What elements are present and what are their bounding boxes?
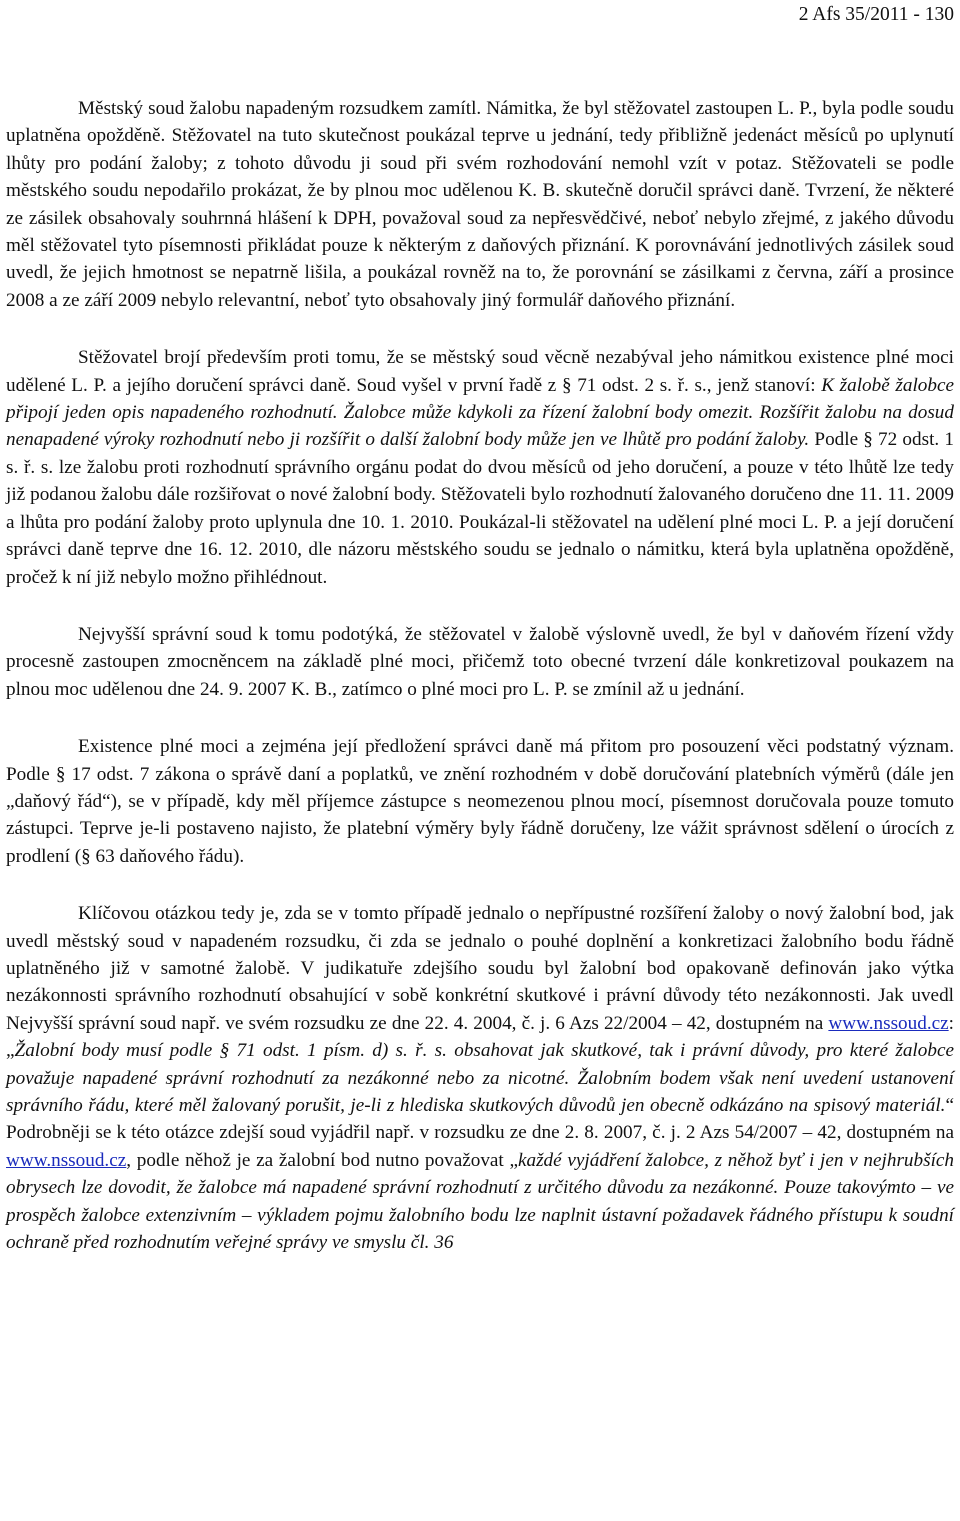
- quoted-judgment: každé vyjádření žalobce, z něhož byť i jen v nejhrubších obrysech lze dovodit, že žalobce má napadené správní rozhodnutí z určitého důvodu za nezákonné. Pouze takovýmto – ve prospěch žalobce extenzivním – výkladem pojmu žalobního bodu lze naplnit ústavní požadavek řádného přístupu k soudní ochraně před rozhodnutím veřejné správy ve smyslu čl. 36: [6, 1149, 955, 1254]
- text-segment: : „: [6, 1012, 954, 1062]
- case-number-header: 2 Afs 35/2011 - 130: [798, 4, 954, 25]
- quoted-judgment: Žalobní body musí podle § 71 odst. 1 písm. d) s. ř. s. obsahovat jak skutkové, tak i právní důvody, pro které žalobce považuje napadené správní rozhodnutí za nezákonné nebo za nicotné. Žalobním bodem však není uvedení ustanovení správního řádu, které měl žalovaný porušit, je-li z hlediska skutkových důvodů jen obecně odkázáno na spisový materiál.: [6, 1040, 954, 1116]
- text-segment: Stěžovatel brojí především proti tomu, že se městský soud věcně nezabýval jeho námitkou existence plné moci udělené L. P. a jejího doručení správci daně. Soud vyšel v první řadě z § 71 odst. 2 s. ř. s., jenž stanoví:: [6, 347, 954, 396]
- document-body: [6, 95, 954, 1286]
- nssoud-link[interactable]: www.nssoud.cz: [6, 1149, 127, 1171]
- nssoud-link[interactable]: www.nssoud.cz: [828, 1012, 949, 1034]
- text-segment: Existence plné moci a zejména její předložení správci daně má přitom pro posouzení věci podstatný význam. Podle § 17 odst. 7 zákona o správě daní a poplatků, ve znění rozhodném v době doručování platebních výměrů (dále jen „daňový řád“), se v případě, kdy měl příjemce zástupce s neomezenou plnou mocí, písemnost doručovala pouze tomuto zástupci. Teprve je-li postaveno najisto, že platební výměry byly řádně doručeny, lze vážit správnost sdělení o úrocích z prodlení (§ 63 daňového řádu).: [6, 736, 954, 867]
- paragraph-2: [6, 344, 954, 591]
- text-segment: Podle § 72 odst. 1 s. ř. s. lze žalobu proti rozhodnutí správního orgánu podat do dvou měsíců od jeho doručení, a pouze v této lhůtě lze tedy již podanou žalobu dále rozšiřovat o nové žalobní body. Stěžovateli bylo rozhodnutí žalovaného doručeno dne 11. 11. 2009 a lhůta pro podání žaloby proto uplynula dne 10. 1. 2010. Poukázal-li stěžovatel na udělení plné moci L. P. a její doručení správci daně teprve dne 16. 12. 2010, dle názoru městského soudu se jednalo o námitku, která byla uplatněna opožděně, pročež k ní již nebylo možno přihlédnout.: [6, 429, 954, 588]
- paragraph-1: [6, 95, 954, 314]
- paragraph-3: [6, 621, 954, 703]
- quoted-statute: K žalobě žalobce připojí jeden opis napadeného rozhodnutí. Žalobce může kdykoli za řízení žalobní body omezit. Rozšířit žalobu na dosud nenapadené výroky rozhodnutí nebo ji rozšířit o další žalobní body může jen ve lhůtě pro podání žaloby.: [6, 374, 954, 451]
- paragraph-5: [6, 900, 954, 1256]
- text-segment: , podle něhož je za žalobní bod nutno považovat „: [126, 1149, 518, 1171]
- text-segment: Klíčovou otázkou tedy je, zda se v tomto případě jednalo o nepřípustné rozšíření žaloby o nový žalobní bod, jak uvedl městský soud v napadeném rozsudku, či zda se jednalo o pouhé doplnění a konkretizaci žalobního bodu řádně uplatněného již v samotné žalobě. V judikatuře zdejšího soudu byl žalobní bod opakovaně definován jako výtka nezákonnosti správního rozhodnutí obsahující v sobě konkrétní skutkové i právní důvody této nezákonnosti. Jak uvedl Nejvyšší správní soud např. ve svém rozsudku ze dne 22. 4. 2004, č. j. 6 Azs 22/2004 – 42, dostupném na: [6, 903, 954, 1034]
- text-segment: Městský soud žalobu napadeným rozsudkem zamítl. Námitka, že byl stěžovatel zastoupen L. P., byla podle soudu uplatněna opožděně. Stěžovatel na tuto skutečnost poukázal teprve u jednání, tedy přibližně jedenáct měsíců po uplynutí lhůty pro podání žaloby; z tohoto důvodu ji soud při svém rozhodování nemohl vzít v potaz. Stěžovateli se podle městského soudu nepodařilo prokázat, že by plnou moc udělenou K. B. skutečně doručil správci daně. Tvrzení, že některé ze zásilek obsahovaly souhrnná hlášení k DPH, považoval soud za nepřesvědčivé, neboť nebylo zřejmé, z jakého důvodu měl stěžovatel tyto písemnosti přikládat pouze k některým z daňových přiznání. K porovnávání jednotlivých zásilek soud uvedl, že jejich hmotnost se nepatrně lišila, a poukázal rovněž na to, že porovnání se zásilkami z června, září a prosince 2008 a ze září 2009 nebylo relevantní, neboť tyto obsahovaly jiný formulář daňového přiznání.: [6, 98, 954, 311]
- text-segment: “ Podrobněji se k této otázce zdejší soud vyjádřil např. v rozsudku ze dne 2. 8. 2007, č. j. 2 Azs 54/2007 – 42, dostupném na: [6, 1095, 954, 1144]
- paragraph-4: [6, 733, 954, 870]
- text-segment: Nejvyšší správní soud k tomu podotýká, že stěžovatel v žalobě výslovně uvedl, že byl v daňovém řízení vždy procesně zastoupen zmocněncem na základě plné moci, přičemž toto obecné tvrzení dále konkretizoval poukazem na plnou moc udělenou dne 24. 9. 2007 K. B., zatímco o plné moci pro L. P. se zmínil až u jednání.: [6, 623, 954, 700]
